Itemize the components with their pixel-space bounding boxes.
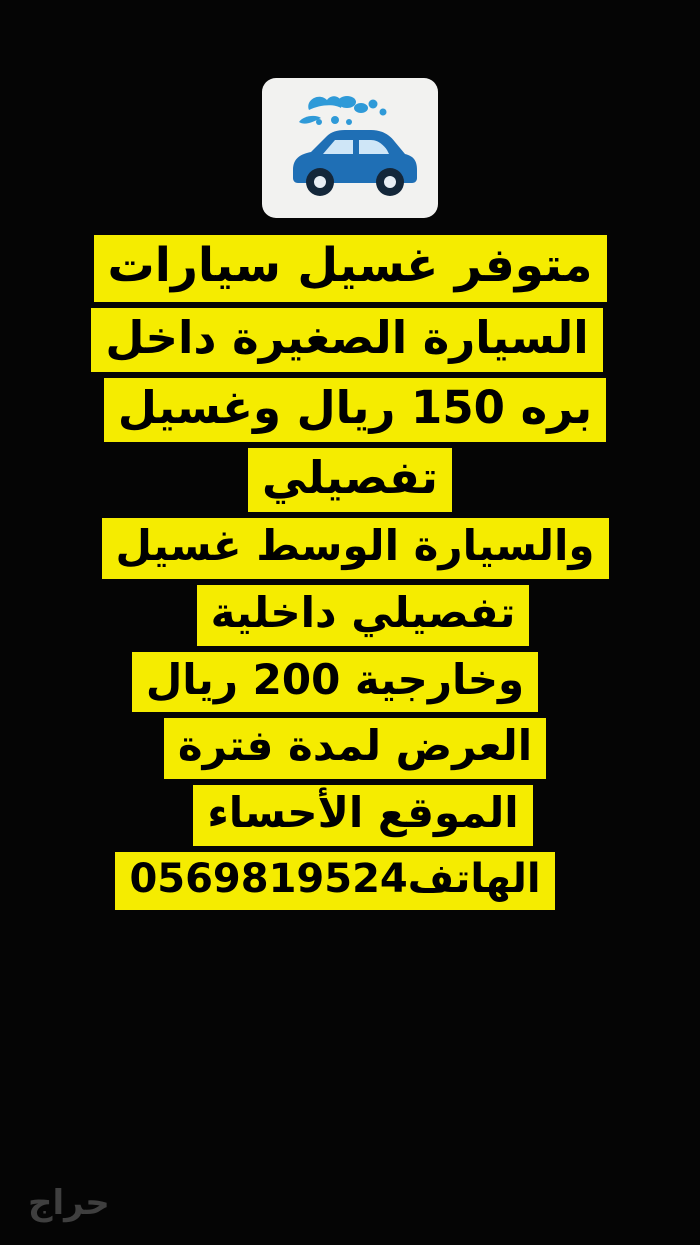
ad-line-9: الموقع الأحساء	[193, 785, 532, 846]
ad-line-7: وخارجية 200 ريال	[132, 652, 538, 713]
ad-line-4: تفصيلي	[248, 448, 452, 512]
watermark: حراج	[28, 1183, 110, 1223]
car-wash-logo-icon	[275, 88, 425, 208]
ad-text-lines	[0, 232, 700, 913]
ad-line-8: العرض لمدة فترة	[164, 718, 546, 779]
ad-line-1: متوفر غسيل سيارات	[94, 235, 607, 302]
ad-line-2: السيارة الصغيرة داخل	[91, 308, 602, 372]
ad-line-5: والسيارة الوسط غسيل	[102, 518, 609, 579]
ad-line-3: بره 150 ريال وغسيل	[104, 378, 606, 442]
ad-phone-line: الهاتف0569819524	[115, 852, 554, 910]
car-wash-logo	[262, 78, 438, 218]
ad-line-6: تفصيلي داخلية	[197, 585, 530, 646]
